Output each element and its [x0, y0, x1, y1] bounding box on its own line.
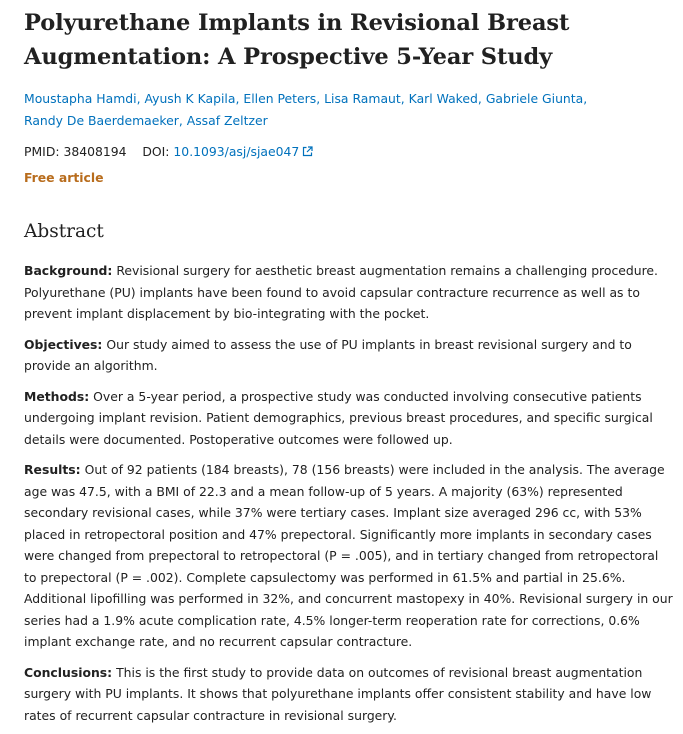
- section-text: Revisional surgery for aesthetic breast augmentation remains a challenging procedure. Polyurethane (PU) implants have been found to avoid capsular contracture recurrence as well as to prevent implant displacement by bio-integrating with the pocket.: [24, 263, 658, 321]
- abstract-heading: Abstract: [24, 221, 104, 242]
- author-link[interactable]: Assaf Zeltzer: [186, 113, 268, 128]
- free-article-label: Free article: [24, 170, 104, 185]
- abstract-section-background: [24, 260, 674, 325]
- author-link[interactable]: Ellen Peters: [243, 91, 317, 106]
- abstract-section-objectives: [24, 334, 674, 377]
- doi-label: DOI:: [142, 144, 170, 159]
- section-label: Methods:: [24, 388, 90, 404]
- author-link[interactable]: Moustapha Hamdi: [24, 91, 137, 106]
- abstract-section-methods: [24, 386, 674, 451]
- pmid-value: 38408194: [63, 144, 127, 159]
- section-label: Results:: [24, 462, 81, 477]
- section-label: Conclusions:: [24, 664, 113, 680]
- section-text: This is the first study to provide data on outcomes of revisional breast augmentation surgery with PU implants. It shows that polyurethane implants offer consistent stability and have low rates of recurrent capsular contracture in revisional surgery.: [24, 664, 652, 723]
- author-link[interactable]: Ayush K Kapila: [144, 91, 236, 106]
- author-link[interactable]: Gabriele Giunta: [485, 91, 584, 106]
- author-link[interactable]: Randy De Baerdemaeker: [24, 113, 179, 128]
- section-text: Our study aimed to assess the use of PU implants in breast revisional surgery and to provide an algorithm.: [24, 336, 632, 373]
- article-title: [24, 6, 674, 74]
- abstract-section-results: [24, 459, 674, 653]
- section-label: Objectives:: [24, 336, 103, 352]
- article-page: [24, 6, 674, 726]
- article-identifiers: [24, 142, 674, 163]
- article-title-line-2: Augmentation: A Prospective 5-Year Study: [24, 44, 553, 70]
- article-title-line-1: Polyurethane Implants in Revisional Breast: [24, 10, 570, 36]
- doi-value: 10.1093/asj/sjae047: [173, 144, 300, 159]
- external-link-icon: [302, 143, 313, 163]
- section-label: Background:: [24, 263, 113, 278]
- author-list: Moustapha Hamdi, Ayush K Kapila, Ellen Peters, Lisa Ramaut, Karl Waked, Gabriele Giunta, Randy De Baerdemaeker, Assaf Zeltzer: [24, 91, 588, 128]
- section-text: Over a 5-year period, a prospective study was conducted involving consecutive patients undergoing implant revision. Patient demographics, previous breast procedures, and specific surgical details were documented. Postoperative outcomes were followed up.: [24, 388, 653, 447]
- pmid-label: PMID:: [24, 144, 60, 159]
- abstract-section-conclusions: [24, 662, 674, 727]
- section-text: Out of 92 patients (184 breasts), 78 (156 breasts) were included in the analysis. The average age was 47.5, with a BMI of 22.3 and a mean follow-up of 5 years. A majority (63%) represented secondary revisional cases, while 37% were tertiary cases. Implant size averaged 296 cc, with 53% placed in retropectoral position and 47% prepectoral. Significantly more implants in secondary cases were changed from prepectoral to retropectoral (P = .005), and in tertiary changed from retropectoral to prepectoral (P = .002). Complete capsulectomy was performed in 61.5% and partial in 25.6%. Additional lipofilling was performed in 32%, and concurrent mastopexy in 40%. Revisional surgery in our series had a 1.9% acute complication rate, 4.5% longer-term reoperation rate for corrections, 0.6% implant exchange rate, and no recurrent capsular contracture.: [24, 462, 673, 649]
- author-link[interactable]: Karl Waked: [408, 91, 478, 106]
- doi-link[interactable]: [173, 144, 313, 159]
- author-link[interactable]: Lisa Ramaut: [324, 91, 401, 106]
